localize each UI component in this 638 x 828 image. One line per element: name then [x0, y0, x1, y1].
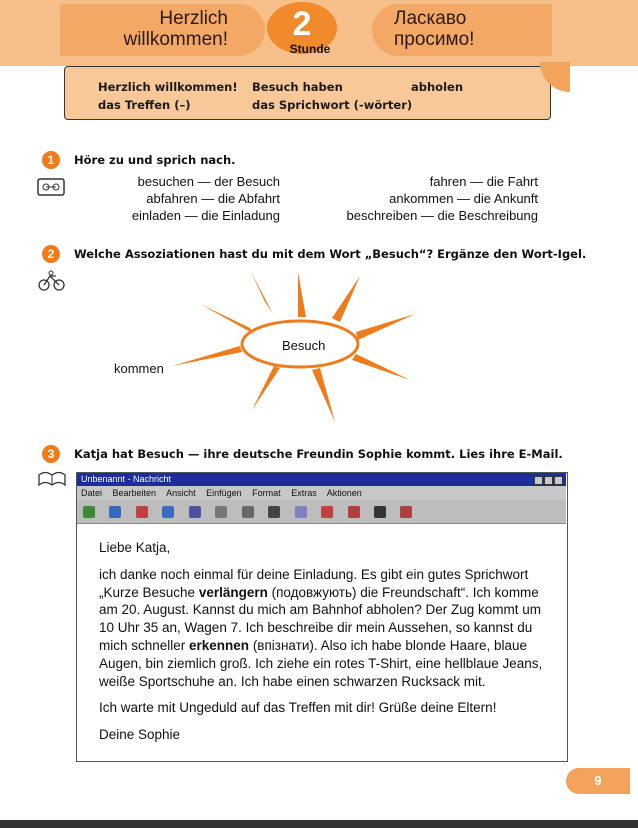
- menu-ansicht[interactable]: Ansicht: [166, 488, 196, 498]
- hedgehog-ray: [172, 346, 242, 366]
- email-signature: Deine Sophie: [99, 727, 181, 743]
- lesson-label: Stunde: [289, 42, 331, 56]
- check-names-icon[interactable]: [295, 506, 307, 518]
- priority-icon[interactable]: [321, 506, 333, 518]
- greeting-ua: Ласкаво просимо!: [394, 8, 475, 50]
- attach-icon[interactable]: [242, 506, 254, 518]
- greeting-de: Herzlich willkommen!: [123, 8, 228, 50]
- bottom-rule: [0, 820, 638, 828]
- send-icon[interactable]: [83, 506, 95, 518]
- hedgehog-ray: [298, 272, 306, 317]
- email-body[interactable]: [99, 539, 549, 753]
- word-pair-right: ankommen — die Ankunft: [389, 191, 538, 206]
- exercise-2-number: 2: [42, 245, 60, 263]
- menu-bearbeiten[interactable]: Bearbeiten: [112, 488, 157, 498]
- hedgehog-ray-word: kommen: [114, 361, 164, 376]
- cassette-icon: [37, 177, 67, 202]
- word-pair-right: fahren — die Fahrt: [429, 174, 538, 189]
- word-pair-left: einladen — die Einladung: [131, 208, 280, 223]
- email-titlebar: [77, 473, 566, 486]
- minimize-button[interactable]: [534, 476, 543, 485]
- hedgehog-ray: [252, 366, 280, 410]
- menu-format[interactable]: Format: [252, 488, 281, 498]
- email-paragraph-2: Ich warte mit Ungeduld auf das Treffen mit dir! Grüße deine Eltern!: [99, 700, 497, 716]
- bicycle-icon: [37, 270, 67, 297]
- exercise-2-title: Welche Assoziationen hast du mit dem Wort „Besuch“? Ergänze den Wort-Igel.: [74, 247, 587, 261]
- email-toolbar: [77, 500, 566, 524]
- hedgehog-ray: [312, 368, 335, 422]
- paste-icon[interactable]: [189, 506, 201, 518]
- flag-icon[interactable]: [348, 506, 360, 518]
- options-icon[interactable]: [374, 506, 386, 518]
- close-button[interactable]: [554, 476, 563, 485]
- hedgehog-ray: [250, 270, 273, 314]
- exercise-1-number: 1: [42, 151, 60, 169]
- hedgehog-center-word: Besuch: [282, 338, 326, 353]
- address-book-icon[interactable]: [268, 506, 280, 518]
- email-menubar: [77, 486, 566, 500]
- vocab-word: Herzlich willkommen!: [98, 80, 238, 94]
- copy-icon[interactable]: [162, 506, 174, 518]
- word-pair-right: beschreiben — die Beschreibung: [346, 208, 538, 223]
- vocab-word: das Treffen (–): [98, 98, 191, 112]
- window-title: Unbenannt - Nachricht: [81, 474, 172, 484]
- word-pair-left: abfahren — die Abfahrt: [146, 191, 280, 206]
- menu-datei[interactable]: Datei: [81, 488, 103, 498]
- menu-extras[interactable]: Extras: [291, 488, 317, 498]
- print-icon[interactable]: [215, 506, 227, 518]
- exercise-3-title: Katja hat Besuch — ihre deutsche Freundin Sophie kommt. Lies ihre E-Mail.: [74, 447, 563, 461]
- bold-word-erkennen: erkennen: [189, 637, 250, 653]
- word-pair-left: besuchen — der Besuch: [137, 174, 280, 189]
- hedgehog-ray: [352, 354, 410, 380]
- lesson-number: 2: [267, 2, 337, 54]
- open-book-icon: [37, 470, 67, 493]
- signature-icon[interactable]: [400, 506, 412, 518]
- email-paragraph-1: ich danke noch einmal für deine Einladung. Es gibt ein gutes Sprichwort „Kurze Besuche verlängern (подовжують) die Freundschaft“. Ich komme am 20. August. Kannst du mich am Bahnhof abholen? Der Zug kommt um 10 Uhr 35 an, Wagen 7. Ich beschreibe dir mein Aussehen, so kannst du mich schneller erkennen (впізнати). Also ich habe blonde Haare, blaue Augen, bin ziemlich groß. Ich ziehe ein rotes T-Shirt, eine hellblaue Jeans, weiße Sportschuhe an. Ich habe einen schwarzen Rucksack mit.: [99, 566, 543, 689]
- vocab-word: Besuch haben: [252, 80, 343, 94]
- save-icon[interactable]: [109, 506, 121, 518]
- hedgehog-ray: [356, 314, 415, 340]
- hedgehog-ray: [200, 304, 254, 334]
- page-number: 9: [566, 768, 630, 794]
- exercise-3-number: 3: [42, 445, 60, 463]
- maximize-button[interactable]: [544, 476, 553, 485]
- email-window: [76, 472, 568, 762]
- menu-aktionen[interactable]: Aktionen: [326, 488, 362, 498]
- menu-einfuegen[interactable]: Einfügen: [206, 488, 242, 498]
- vocab-word: abholen: [411, 80, 464, 94]
- hedgehog-ray: [332, 276, 360, 322]
- email-greeting: Liebe Katja,: [99, 540, 171, 555]
- exercise-1-title: Höre zu und sprich nach.: [74, 153, 236, 167]
- bold-word-verlaengern: verlängern: [198, 584, 268, 600]
- vocab-word: das Sprichwort (-wörter): [252, 98, 413, 112]
- cut-icon[interactable]: [136, 506, 148, 518]
